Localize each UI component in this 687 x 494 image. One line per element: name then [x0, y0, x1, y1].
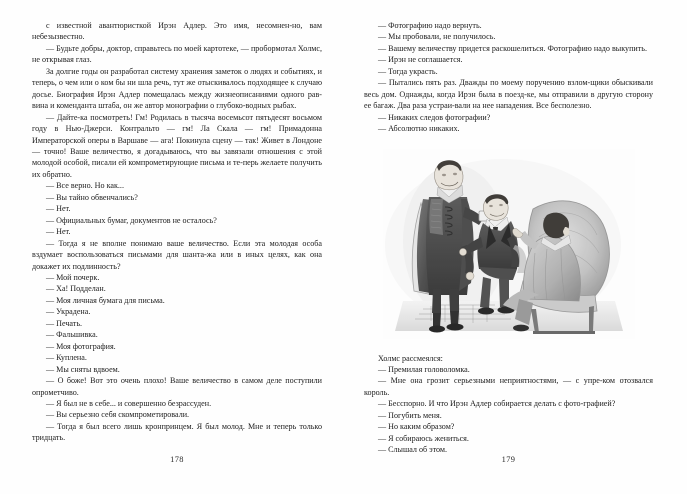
paragraph: — Премилая головоломка. — [378, 364, 470, 374]
page-number-right: 179 — [501, 455, 516, 464]
paragraph: — Тогда я не вполне понимаю ваше величество. Если эта молодая особа вздумает воспользоваться письмами для шанта-жа или в иных целях, как она докажет их подлинность? — [32, 238, 322, 271]
paragraph: — Куплена. — [46, 353, 87, 363]
paragraph: — Я был не в себе... и совершенно безрассуден. — [46, 398, 212, 408]
page-right — [344, 0, 687, 494]
right-page-text-column-bottom — [364, 353, 653, 456]
paragraph: — Нет. — [46, 204, 71, 214]
paragraph: — Моя личная бумага для письма. — [46, 295, 165, 305]
paragraph: — Никаких следов фотографии? — [378, 112, 491, 122]
paragraph: — Пытались пять раз. Дважды по моему поручению взлом-щики обыскивали весь дом. Однажды, когда Ирэн была в поезд-ке, мы отправили в другую сторону ее багаж. Два раза устраи-вали на нее нападения. Все бесполезно. — [364, 78, 653, 111]
paragraph: — Я собираюсь жениться. — [378, 433, 469, 443]
paragraph: — Мы сняты вдвоем. — [46, 364, 120, 374]
paragraph: — Но каким образом? — [378, 422, 455, 432]
paragraph: — Все верно. Но как... — [46, 181, 124, 191]
paragraph: — Печать. — [46, 318, 83, 328]
paragraph: — Вашему величеству придется раскошелиться. Фотографию надо выкупить. — [378, 43, 648, 53]
paragraph: — Тогда украсть. — [378, 66, 438, 76]
paragraph: — Фотографию надо вернуть. — [378, 21, 482, 30]
right-page-text-column-top — [364, 20, 653, 135]
paragraph: — Мой почерк. — [46, 272, 100, 282]
paragraph: — Вы тайно обвенчались? — [46, 192, 138, 202]
paragraph: — Официальных бумаг, документов не осталось? — [46, 215, 217, 225]
paragraph: Холмс рассмеялся: — [378, 353, 443, 363]
paragraph: — Вы серьезно себя скомпрометировали. — [46, 410, 190, 420]
paragraph: — Фальшивка. — [46, 330, 98, 340]
paragraph: — Украдена. — [46, 307, 91, 317]
paragraph: — Бесспорно. И что Ирэн Адлер собирается делать с фото-графией? — [378, 399, 616, 409]
paragraph: — Ха! Подделан. — [46, 284, 106, 294]
paragraph: — Будьте добры, доктор, справьтесь по моей картотеке, — пробормотал Холмс, не открывая глаз. — [32, 43, 322, 65]
paragraph: — Мы пробовали, не получилось. — [378, 32, 496, 42]
illustration-block — [364, 149, 653, 339]
paragraph: — Слышал об этом. — [378, 445, 448, 455]
paragraph: — Нет. — [46, 227, 71, 237]
paragraph: — Абсолютно никаких. — [378, 124, 460, 134]
paragraph: За долгие годы он разработал систему хранения заметок о людях и событиях, и теперь, о чем или о ком бы ни шла речь, тут же отыскивалось подходящее к случаю досье. Биография Ирэн Адлер помещалась между жизнеописаниями одного рав-вина и коменданта штаба, он же автор монографии о глубоко-водных рыбах. — [32, 66, 322, 111]
paragraph: — Погубить меня. — [378, 410, 442, 420]
engraving-three-men-sitting-room — [383, 149, 635, 339]
page-number-left: 178 — [170, 455, 184, 464]
paragraph: — Моя фотография. — [46, 341, 116, 351]
paragraph: — Тогда я был всего лишь кронпринцем. Я был молод. Мне и теперь только тридцать. — [32, 421, 322, 443]
left-page-text-column — [32, 20, 322, 444]
paragraph: с известной авантюристкой Ирэн Адлер. Это имя, несомнен-но, вам небезызвестно. — [32, 21, 322, 42]
paragraph: — Ирэн не соглашается. — [378, 55, 463, 65]
paragraph: — О боже! Вот это очень плохо! Ваше величество в самом деле поступили опрометчиво. — [32, 376, 322, 397]
paragraph: — Мне она грозит серьезными неприятностями, — с упре-ком отозвался король. — [364, 376, 653, 397]
paragraph: — Дайте-ка посмотреть! Гм! Родилась в тысяча восемьсот пятьдесят восьмом году в Нью-Джерси. Контральто — гм! Ла Скала — гм! Примадонна Императорской оперы в Варшаве — ага! Покинула сцену — так! Живет в Лондоне — точно! Ваше величество, я догадываюсь, что вы завязали отношения с этой молодой особой, писали ей компрометирующие письма и те-перь желаете получить их обратно. — [32, 112, 322, 179]
